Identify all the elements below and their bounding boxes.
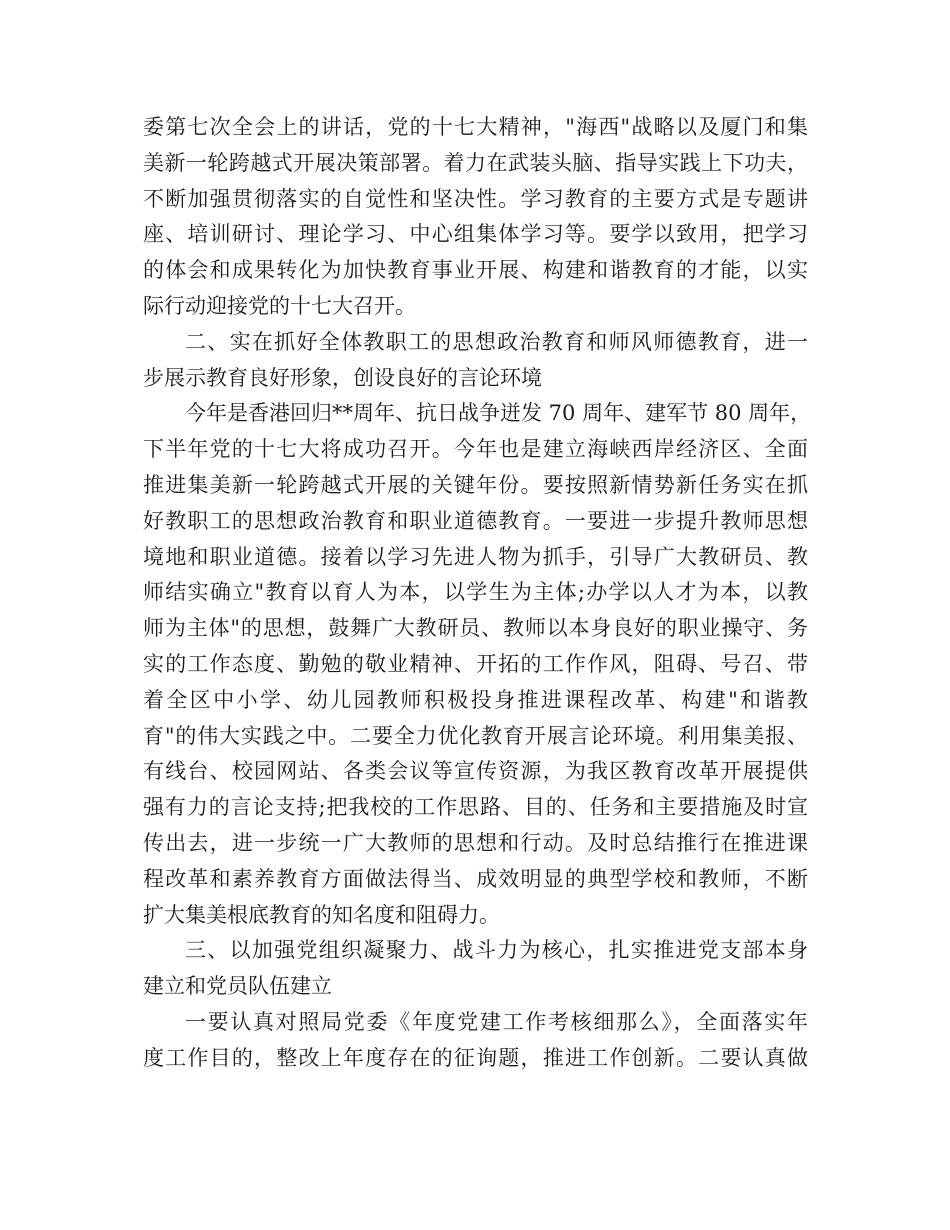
text-line: 三、以加强党组织凝聚力、战斗力为核心，扎实推进党支部本身 bbox=[185, 938, 808, 963]
text-line: 推进集美新一轮跨越式开展的关键年份。要按照新情势新任务实在抓 bbox=[143, 472, 808, 497]
text-line: 二、实在抓好全体教职工的思想政治教育和师风师德教育，进一 bbox=[185, 329, 808, 354]
text-line: 的体会和成果转化为加快教育事业开展、构建和谐教育的才能，以实 bbox=[143, 258, 808, 283]
text-line: 强有力的言论支持;把我校的工作思路、目的、任务和主要措施及时宣 bbox=[143, 795, 808, 820]
text-line: 下半年党的十七大将成功召开。今年也是建立海峡西岸经济区、全面 bbox=[143, 437, 808, 462]
text-line: 程改革和素养教育方面做法得当、成效明显的典型学校和教师，不断 bbox=[143, 866, 808, 891]
text-line: 师为主体"的思想，鼓舞广大教研员、教师以本身良好的职业操守、务 bbox=[143, 616, 808, 641]
text-line: 建立和党员队伍建立 bbox=[143, 974, 332, 999]
text-line: 座、培训研讨、理论学习、中心组集体学习等。要学以致用，把学习 bbox=[143, 222, 808, 247]
text-line: 师结实确立"教育以育人为本，以学生为主体;办学以人才为本，以教 bbox=[143, 580, 808, 605]
text-line: 育"的伟大实践之中。二要全力优化教育开展言论环境。利用集美报、 bbox=[143, 723, 808, 748]
text-line: 实的工作态度、勤勉的敬业精神、开拓的工作作风，阻碍、号召、带 bbox=[143, 651, 808, 676]
document-body-text bbox=[143, 110, 812, 1077]
text-line: 着全区中小学、幼儿园教师积极投身推进课程改革、构建"和谐教 bbox=[143, 687, 808, 712]
text-line: 际行动迎接党的十七大召开。 bbox=[143, 293, 416, 318]
text-line: 步展示教育良好形象，创设良好的言论环境 bbox=[143, 365, 542, 390]
text-line: 度工作目的，整改上年度存在的征询题，推进工作创新。二要认真做 bbox=[143, 1045, 808, 1070]
text-line: 委第七次全会上的讲话，党的十七大精神，"海西"战略以及厦门和集 bbox=[143, 115, 808, 139]
text-line: 今年是香港回归**周年、抗日战争迸发 70 周年、建军节 80 周年， bbox=[185, 401, 812, 426]
text-line: 有线台、校园网站、各类会议等宣传资源，为我区教育改革开展提供 bbox=[143, 759, 808, 784]
text-line: 传出去，进一步统一广大教师的思想和行动。及时总结推行在推进课 bbox=[143, 830, 808, 855]
text-line: 不断加强贯彻落实的自觉性和坚决性。学习教育的主要方式是专题讲 bbox=[143, 186, 808, 211]
text-line: 扩大集美根底教育的知名度和阻碍力。 bbox=[143, 902, 500, 927]
text-line: 美新一轮跨越式开展决策部署。着力在武装头脑、指导实践上下功夫， bbox=[143, 150, 808, 175]
text-line: 一要认真对照局党委《年度党建工作考核细那么》，全面落实年 bbox=[185, 1009, 808, 1034]
text-line: 境地和职业道德。接着以学习先进人物为抓手，引导广大教研员、教 bbox=[143, 544, 808, 569]
text-line: 好教职工的思想政治教育和职业道德教育。一要进一步提升教师思想 bbox=[143, 508, 808, 533]
